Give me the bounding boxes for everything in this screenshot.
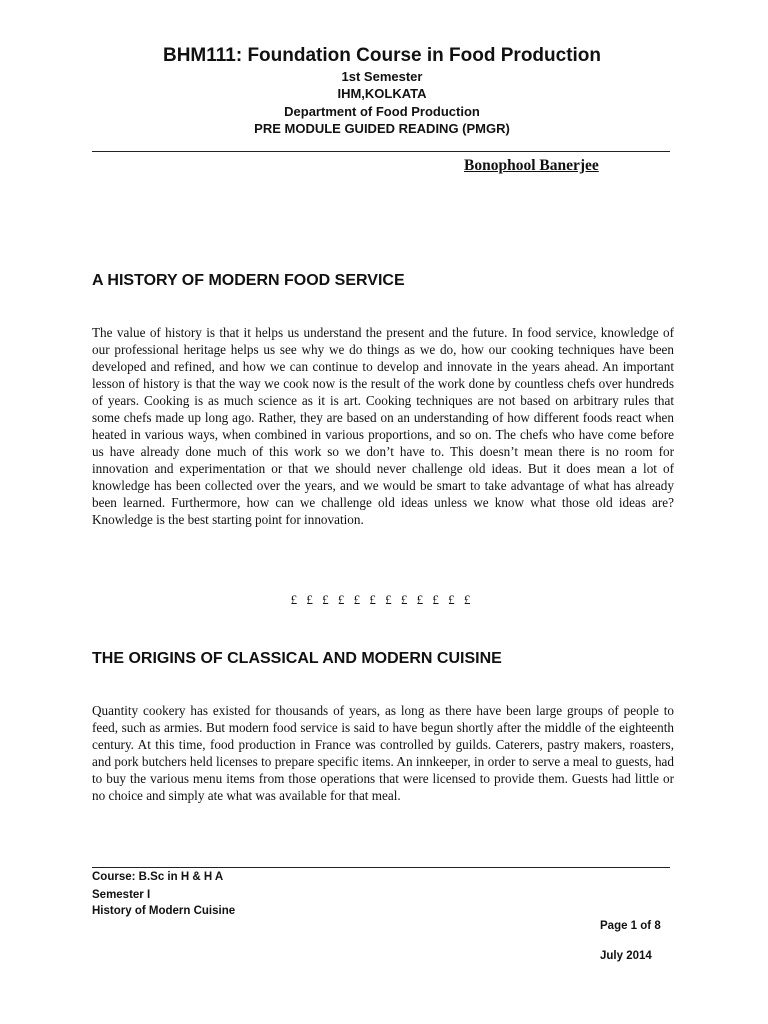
footer-date: July 2014 bbox=[600, 950, 652, 962]
page-number: Page 1 of 8 bbox=[600, 920, 661, 932]
footer-divider bbox=[92, 867, 670, 868]
footer-semester: Semester I bbox=[92, 889, 151, 901]
institute-line: IHM,KOLKATA bbox=[337, 86, 427, 101]
module-line: PRE MODULE GUIDED READING (PMGR) bbox=[254, 121, 510, 136]
section-heading: A HISTORY OF MODERN FOOD SERVICE bbox=[92, 272, 405, 289]
header-divider bbox=[92, 151, 670, 152]
footer-course: Course: B.Sc in H & H A bbox=[92, 871, 224, 883]
author-name: Bonophool Banerjee bbox=[464, 157, 599, 174]
section-paragraph: The value of history is that it helps us understand the present and the future. In food service, knowledge of our professional heritage helps us see why we do things as we do, how our cooking techniques have been developed and refined, and how we can continue to develop and innovate in the years ahead. An important lesson of history is that the way we cook now is the result of the work done by countless chefs over hundreds of years. Cooking is as much science as it is art. Cooking techniques are not based on arbitrary rules that some chefs made up long ago. Rather, they are based on an understanding of how different foods react when heated in various ways, when combined in various proportions, and so on. The chefs who have come before us have already done much of this work so we don’t have to. This doesn’t mean there is no room for innovation and experimentation or that we should never challenge old ideas. But it does mean a lot of knowledge has been collected over the years, and we would be smart to take advantage of what has already been learned. Furthermore, how can we challenge old ideas unless we know what those old ideas are? Knowledge is the best starting point for innovation. bbox=[92, 325, 674, 527]
document-title: BHM111: Foundation Course in Food Production bbox=[162, 45, 602, 66]
section-separator: £ £ £ £ £ £ £ £ £ £ £ £ bbox=[290, 592, 474, 607]
semester-line: 1st Semester bbox=[341, 69, 423, 84]
footer-topic: History of Modern Cuisine bbox=[92, 905, 236, 917]
section-heading: THE ORIGINS OF CLASSICAL AND MODERN CUISINE bbox=[92, 650, 502, 667]
department-line: Department of Food Production bbox=[284, 104, 480, 119]
section-paragraph: Quantity cookery has existed for thousands of years, as long as there have been large groups of people to feed, such as armies. But modern food service is said to have begun shortly after the middle of the eighteenth century. At this time, food production in France was controlled by guilds. Caterers, pastry makers, roasters, and pork butchers held licenses to prepare specific items. An innkeeper, in order to serve a meal to guests, had to buy the various menu items from those operations that were licensed to provide them. Guests had little or no choice and simply ate what was available for that meal. bbox=[92, 703, 674, 803]
